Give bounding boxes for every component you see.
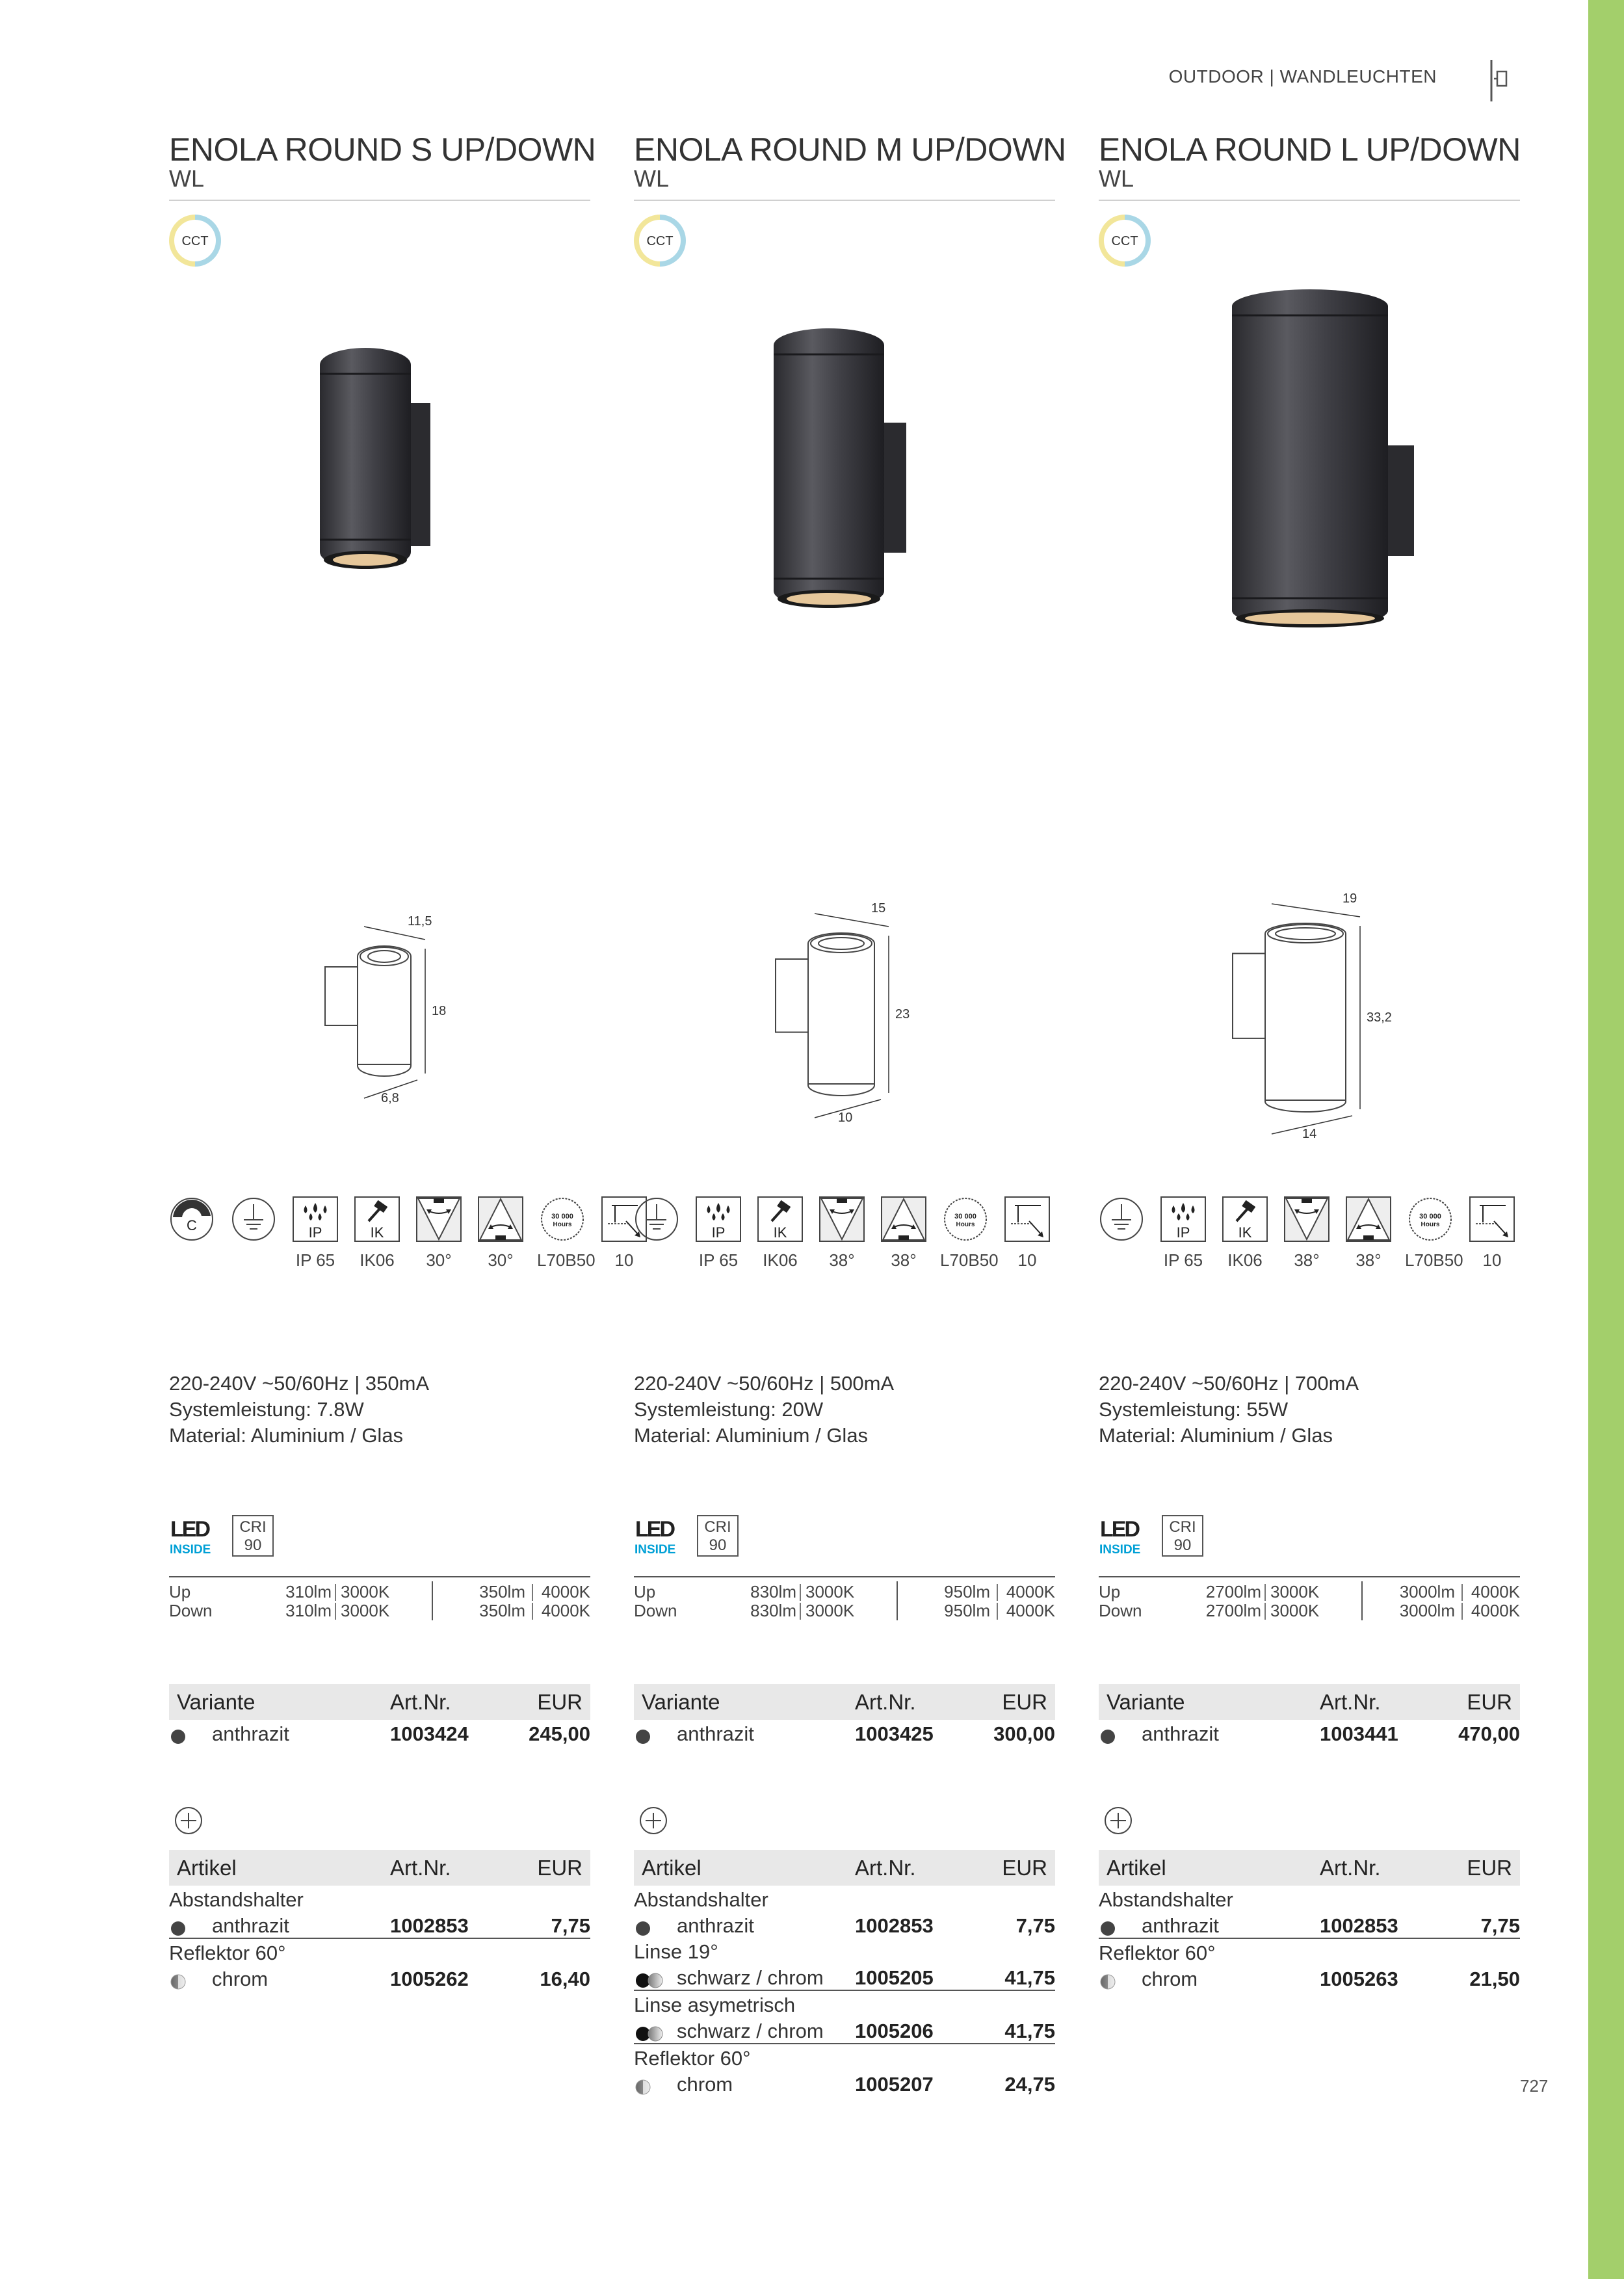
dimension-drawing bbox=[634, 894, 1056, 1125]
feature-caption: L70B50 bbox=[940, 1250, 999, 1270]
product-column bbox=[1099, 0, 1521, 2211]
feature-caption: 10 bbox=[614, 1250, 634, 1270]
dim-top-label: 19 bbox=[1342, 891, 1357, 906]
luminous-flux-table bbox=[169, 1576, 590, 1620]
luminous-flux-table bbox=[1099, 1576, 1520, 1620]
feature-caption: 30° bbox=[426, 1250, 452, 1270]
product-subtitle: WL bbox=[634, 165, 669, 192]
accessory-table-header: Artikel Art.Nr. EUR bbox=[634, 1850, 1055, 1886]
dim-bottom-label: 6,8 bbox=[381, 1091, 399, 1105]
accessory-name: Linse asymetrisch bbox=[634, 1994, 796, 2016]
svg-text:IP: IP bbox=[308, 1224, 322, 1241]
flux-row: Up 310lm 3000K 350lm 4000K bbox=[169, 1582, 590, 1601]
feature-beam-down-icon bbox=[478, 1196, 526, 1271]
feature-distance-icon bbox=[1004, 1196, 1053, 1271]
accessory-name: Abstandshalter bbox=[169, 1888, 304, 1911]
svg-text:IP: IP bbox=[1176, 1224, 1190, 1241]
section-breadcrumb: OUTDOOR | WANDLEUCHTEN bbox=[1168, 66, 1437, 86]
dim-top-label: 15 bbox=[871, 901, 886, 916]
variant-table-header: Variante Art.Nr. EUR bbox=[1099, 1684, 1520, 1720]
svg-text:LED: LED bbox=[170, 1517, 209, 1542]
technical-specs bbox=[1099, 1371, 1359, 1449]
cct-icon bbox=[634, 215, 686, 267]
feature-ip-icon bbox=[1160, 1196, 1209, 1271]
accessory-name: Abstandshalter bbox=[634, 1888, 768, 1911]
product-photo bbox=[634, 280, 1056, 670]
accessory-row[interactable]: schwarz / chrom 1005206 41,75 bbox=[634, 2017, 1055, 2044]
variant-table bbox=[1099, 1684, 1520, 1746]
feature-class1-icon bbox=[169, 1196, 217, 1250]
spec-line: Systemleistung: 20W bbox=[634, 1398, 824, 1421]
svg-text:IP: IP bbox=[711, 1224, 726, 1241]
accessory-name: Linse 19° bbox=[634, 1940, 718, 1963]
product-column bbox=[634, 0, 1066, 2211]
product-title: ENOLA ROUND S UP/DOWN bbox=[169, 131, 596, 168]
svg-text:30 000: 30 000 bbox=[551, 1213, 573, 1220]
flux-row: Down 2700lm 3000K 3000lm 4000K bbox=[1099, 1601, 1520, 1620]
spec-line: 220-240V ~50/60Hz | 700mA bbox=[1099, 1372, 1359, 1395]
accessory-table-header: Artikel Art.Nr. EUR bbox=[169, 1850, 590, 1886]
title-divider bbox=[1099, 200, 1520, 201]
title-divider bbox=[169, 200, 590, 201]
feature-hours-icon bbox=[1405, 1196, 1463, 1271]
flux-divider bbox=[432, 1581, 433, 1620]
feature-beam-down-icon bbox=[881, 1196, 929, 1271]
cri-badge: CRI 90 bbox=[1162, 1515, 1203, 1557]
feature-caption: 10 bbox=[1482, 1250, 1502, 1270]
accessory-name: Reflektor 60° bbox=[1099, 1942, 1216, 1964]
flux-row: Up 830lm 3000K 950lm 4000K bbox=[634, 1582, 1055, 1601]
feature-ik-icon bbox=[354, 1196, 402, 1271]
color-swatch-icon bbox=[1100, 1974, 1116, 1990]
color-swatch-icon bbox=[635, 1921, 651, 1936]
feature-ik-icon bbox=[757, 1196, 805, 1271]
accessory-table bbox=[169, 1850, 590, 1991]
color-swatch-icon bbox=[1100, 1729, 1116, 1745]
svg-text:Hours: Hours bbox=[956, 1221, 975, 1228]
feature-ip-icon bbox=[293, 1196, 341, 1271]
accessory-row[interactable]: anthrazit 1002853 7,75 bbox=[169, 1912, 590, 1939]
dim-height-label: 33,2 bbox=[1367, 1010, 1392, 1025]
dimension-drawing bbox=[1099, 891, 1521, 1141]
svg-text:CCT: CCT bbox=[1111, 234, 1138, 248]
cri-badge: CRI 90 bbox=[697, 1515, 739, 1557]
feature-caption: IP 65 bbox=[1163, 1250, 1203, 1270]
feature-caption: 38° bbox=[891, 1250, 917, 1270]
product-title: ENOLA ROUND L UP/DOWN bbox=[1099, 131, 1521, 168]
spec-line: Material: Aluminium / Glas bbox=[1099, 1424, 1333, 1447]
spec-line: Material: Aluminium / Glas bbox=[634, 1424, 869, 1447]
feature-hours-icon bbox=[537, 1196, 596, 1271]
svg-text:LED: LED bbox=[1100, 1517, 1138, 1542]
color-swatch-icon bbox=[1100, 1921, 1116, 1936]
dim-height-label: 23 bbox=[895, 1007, 910, 1021]
feature-hours-icon bbox=[940, 1196, 999, 1271]
dim-top-label: 11,5 bbox=[408, 914, 432, 929]
flux-row: Down 830lm 3000K 950lm 4000K bbox=[634, 1601, 1055, 1620]
accessory-name: Reflektor 60° bbox=[169, 1942, 286, 1964]
feature-icons bbox=[169, 1196, 634, 1346]
accessory-row[interactable]: anthrazit 1002853 7,75 bbox=[1099, 1912, 1520, 1939]
feature-caption: L70B50 bbox=[537, 1250, 596, 1270]
product-subtitle: WL bbox=[1099, 165, 1134, 192]
spec-line: 220-240V ~50/60Hz | 500mA bbox=[634, 1372, 895, 1395]
color-swatch-icon bbox=[170, 1729, 186, 1745]
technical-specs bbox=[634, 1371, 894, 1449]
feature-caption: IP 65 bbox=[698, 1250, 739, 1270]
feature-ip-icon bbox=[696, 1196, 744, 1271]
feature-earth-icon bbox=[1099, 1196, 1147, 1250]
accessory-table bbox=[634, 1850, 1055, 2096]
svg-text:C: C bbox=[187, 1217, 197, 1233]
accessory-table-header: Artikel Art.Nr. EUR bbox=[1099, 1850, 1520, 1886]
accessory-name: Abstandshalter bbox=[1099, 1888, 1233, 1911]
feature-beam-up-icon bbox=[1284, 1196, 1332, 1271]
product-subtitle: WL bbox=[169, 165, 204, 192]
color-swatch-icon bbox=[635, 1729, 651, 1745]
variant-table-header: Variante Art.Nr. EUR bbox=[169, 1684, 590, 1720]
spec-line: 220-240V ~50/60Hz | 350mA bbox=[169, 1372, 430, 1395]
accessory-row[interactable]: anthrazit 1002853 7,75 bbox=[634, 1912, 1055, 1938]
spec-line: Systemleistung: 7.8W bbox=[169, 1398, 364, 1421]
product-photo bbox=[169, 280, 592, 670]
led-inside-icon bbox=[169, 1517, 221, 1556]
svg-text:INSIDE: INSIDE bbox=[170, 1543, 211, 1557]
cri-badge: CRI 90 bbox=[232, 1515, 274, 1557]
svg-text:30 000: 30 000 bbox=[1419, 1213, 1441, 1220]
technical-specs bbox=[169, 1371, 429, 1449]
spec-line: Systemleistung: 55W bbox=[1099, 1398, 1289, 1421]
dim-bottom-label: 10 bbox=[838, 1111, 853, 1125]
svg-text:LED: LED bbox=[635, 1517, 674, 1542]
accessory-row[interactable]: chrom 1005263 21,50 bbox=[1099, 1965, 1520, 1991]
accessory-row[interactable]: chrom 1005207 24,75 bbox=[634, 2070, 1055, 2096]
feature-beam-up-icon bbox=[416, 1196, 464, 1271]
svg-text:CCT: CCT bbox=[181, 234, 209, 248]
feature-icons bbox=[1099, 1196, 1521, 1346]
feature-caption: IK06 bbox=[763, 1250, 798, 1270]
cct-icon bbox=[169, 215, 221, 267]
accessory-name: Reflektor 60° bbox=[634, 2047, 751, 2070]
feature-earth-icon bbox=[231, 1196, 279, 1250]
variant-table bbox=[634, 1684, 1055, 1746]
color-swatch-icon bbox=[635, 2079, 651, 2095]
product-column bbox=[169, 0, 634, 2211]
luminous-flux-table bbox=[634, 1576, 1055, 1620]
feature-distance-icon bbox=[1469, 1196, 1517, 1271]
feature-caption: 38° bbox=[1294, 1250, 1320, 1270]
accessory-table bbox=[1099, 1850, 1520, 1991]
feature-caption: IK06 bbox=[1227, 1250, 1263, 1270]
color-swatch-icon bbox=[170, 1974, 186, 1990]
feature-caption: 38° bbox=[829, 1250, 855, 1270]
feature-caption: IP 65 bbox=[295, 1250, 335, 1270]
feature-ik-icon bbox=[1222, 1196, 1270, 1271]
accessory-row[interactable]: schwarz / chrom 1005205 41,75 bbox=[634, 1964, 1055, 1991]
feature-caption: 38° bbox=[1356, 1250, 1382, 1270]
title-divider bbox=[634, 200, 1055, 201]
led-inside-icon bbox=[1099, 1517, 1151, 1556]
accessories-plus-icon bbox=[174, 1806, 203, 1835]
color-swatch-icon bbox=[635, 1973, 664, 1988]
feature-caption: 30° bbox=[488, 1250, 514, 1270]
svg-text:Hours: Hours bbox=[553, 1221, 572, 1228]
cct-icon bbox=[1099, 215, 1151, 267]
color-swatch-icon bbox=[170, 1921, 186, 1936]
dim-bottom-label: 14 bbox=[1302, 1127, 1317, 1141]
page-number: 727 bbox=[1520, 2076, 1549, 2096]
flux-row: Down 310lm 3000K 350lm 4000K bbox=[169, 1601, 590, 1620]
led-inside-icon bbox=[634, 1517, 686, 1556]
svg-text:INSIDE: INSIDE bbox=[635, 1543, 676, 1557]
spec-line: Material: Aluminium / Glas bbox=[169, 1424, 404, 1447]
variant-row[interactable]: anthrazit 1003424 245,00 bbox=[169, 1720, 590, 1746]
variant-table-header: Variante Art.Nr. EUR bbox=[634, 1684, 1055, 1720]
flux-divider bbox=[897, 1581, 898, 1620]
svg-text:INSIDE: INSIDE bbox=[1099, 1543, 1141, 1557]
svg-text:30 000: 30 000 bbox=[954, 1213, 976, 1220]
feature-beam-up-icon bbox=[819, 1196, 867, 1271]
accessories-plus-icon bbox=[1104, 1806, 1133, 1835]
feature-icons bbox=[634, 1196, 1056, 1346]
accessories-plus-icon bbox=[639, 1806, 668, 1835]
svg-text:IK: IK bbox=[773, 1224, 787, 1241]
feature-caption: L70B50 bbox=[1405, 1250, 1463, 1270]
product-title: ENOLA ROUND M UP/DOWN bbox=[634, 131, 1066, 168]
dim-height-label: 18 bbox=[432, 1004, 447, 1018]
color-swatch-icon bbox=[635, 2026, 664, 2042]
feature-beam-down-icon bbox=[1346, 1196, 1394, 1271]
feature-caption: IK06 bbox=[360, 1250, 395, 1270]
variant-table bbox=[169, 1684, 590, 1746]
dimension-drawing bbox=[169, 894, 592, 1122]
variant-row[interactable]: anthrazit 1003441 470,00 bbox=[1099, 1720, 1520, 1746]
product-photo bbox=[1099, 280, 1521, 670]
feature-earth-icon bbox=[634, 1196, 682, 1250]
flux-divider bbox=[1361, 1581, 1363, 1620]
svg-text:IK: IK bbox=[1238, 1224, 1252, 1241]
variant-row[interactable]: anthrazit 1003425 300,00 bbox=[634, 1720, 1055, 1746]
accessory-row[interactable]: chrom 1005262 16,40 bbox=[169, 1965, 590, 1991]
feature-caption: 10 bbox=[1017, 1250, 1037, 1270]
svg-text:CCT: CCT bbox=[646, 234, 674, 248]
side-accent-bar bbox=[1588, 0, 1624, 2279]
svg-text:IK: IK bbox=[370, 1224, 384, 1241]
flux-row: Up 2700lm 3000K 3000lm 4000K bbox=[1099, 1582, 1520, 1601]
svg-text:Hours: Hours bbox=[1421, 1221, 1440, 1228]
